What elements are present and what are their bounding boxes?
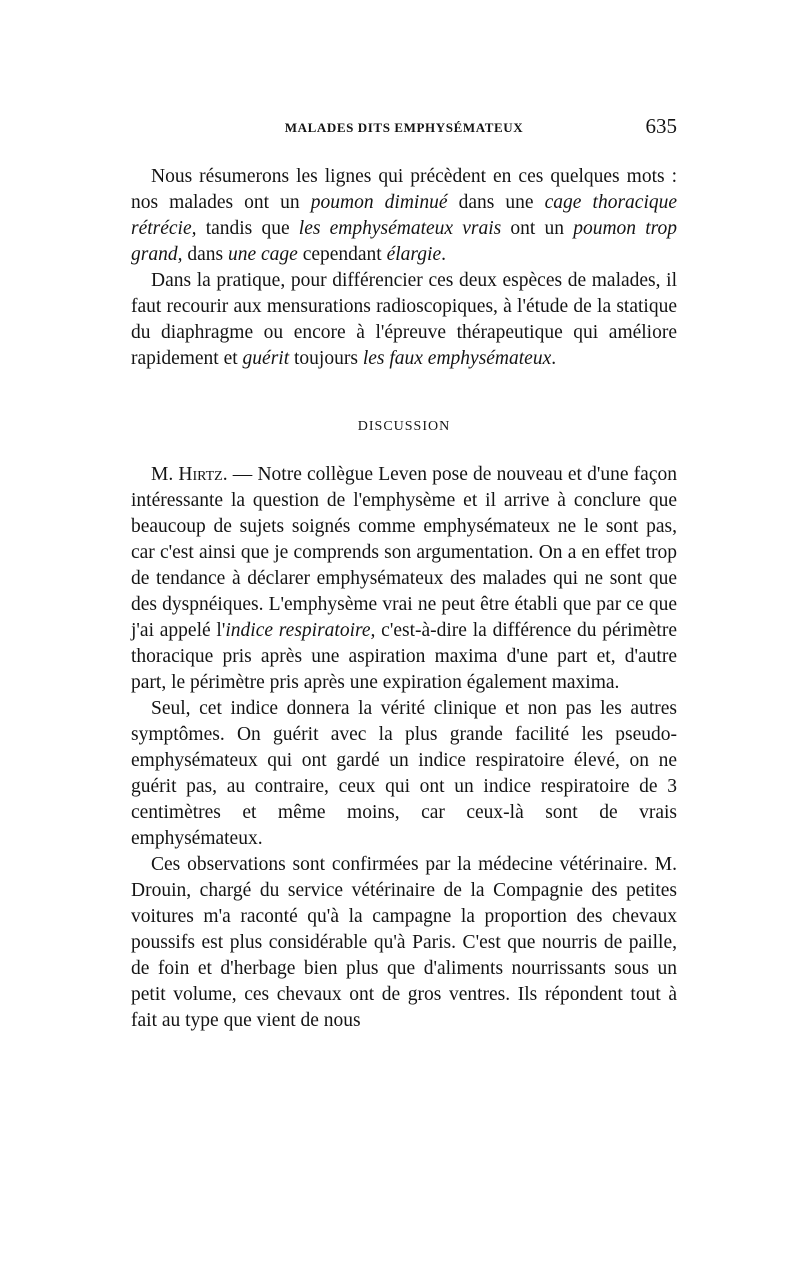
paragraph-hirtz-intro: M. Hirtz. — Notre collègue Leven pose de nouveau et d'une façon intéressante la question de l'emphysème et il arrive à conclure que beaucoup de sujets soignés comme emphysémateux ne le sont pas, car c'est ainsi que je comprends son argumentation. On a en effet trop de tendance à déclarer emphysémateux des malades qui ne sont que des dyspnéiques. L'emphysème vrai ne peut être établi que par ce que j'ai appelé l'indice respiratoire, c'est-à-dire la différence du périmètre thoracique pris après une aspiration maxima d'une part et, d'autre part, le périmètre pris après une expiration également maxima. <box>131 464 677 693</box>
paragraph-veterinary: Ces observations sont confirmées par la médecine vétérinaire. M. Drouin, chargé du service vétérinaire de la Compagnie des petites voitures m'a raconté qu'à la campagne la proportion des chevaux poussifs est plus considérable qu'à Paris. C'est que nourris de paille, de foin et d'herbage bien plus que d'aliments nourrissants sous un petit volume, ces chevaux ont de gros ventres. Ils répondent tout à fait au type que vient de nous <box>131 854 677 1031</box>
page-number: 635 <box>645 114 677 138</box>
paragraph-practice: Dans la pratique, pour différencier ces deux espèces de malades, il faut recourir aux mensurations radioscopiques, à l'étude de la statique du diaphragme ou encore à l'épreuve thérapeutique qui améliore rapidement et guérit toujours les faux emphysémateux. <box>131 270 677 369</box>
section-heading-discussion: DISCUSSION <box>357 419 451 434</box>
running-title: MALADES DITS EMPHYSÉMATEUX <box>284 120 524 135</box>
running-head <box>131 112 677 140</box>
paragraph-indice: Seul, cet indice donnera la vérité clinique et non pas les autres symptômes. On guérit avec la plus grande facilité les pseudo-emphysémateux qui ont gardé un indice respiratoire élevé, on ne guérit pas, au contraire, ceux qui ont un indice respiratoire de 3 centimètres et même moins, car ceux-là sont de vrais emphysémateux. <box>131 698 677 849</box>
body-text <box>131 164 677 1034</box>
book-page <box>131 112 677 1034</box>
speaker-initial: M. <box>151 464 179 485</box>
paragraph-summary: Nous résumerons les lignes qui précèdent en ces quelques mots : nos malades ont un poumon diminué dans une cage thoracique rétrécie, tandis que les emphysémateux vrais ont un poumon trop grand, dans une cage cependant élargie. <box>131 166 678 265</box>
speaker-name: Hirtz <box>178 464 223 485</box>
